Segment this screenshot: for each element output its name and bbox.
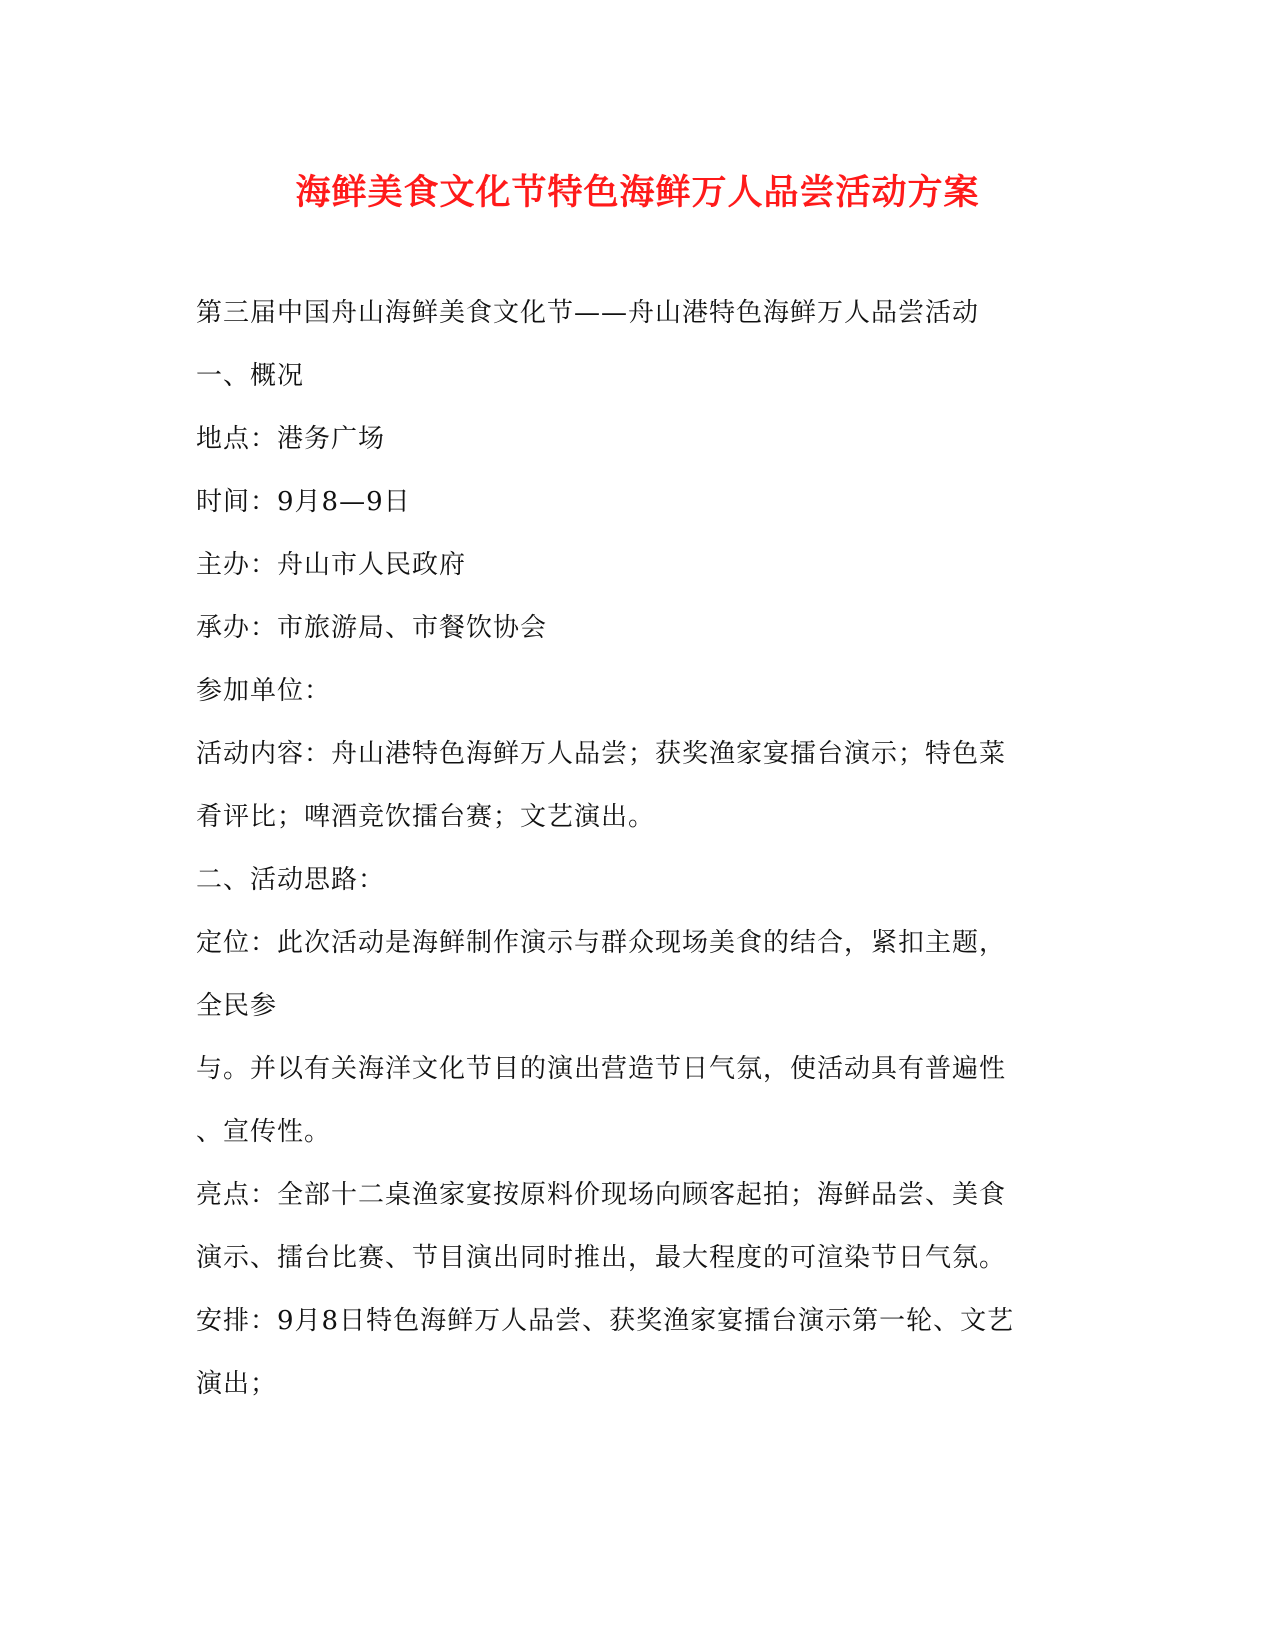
activity-content-line: 肴评比；啤酒竞饮擂台赛；文艺演出。 <box>196 802 656 832</box>
positioning-line: 、宣传性。 <box>196 1117 332 1147</box>
participants-line: 参加单位： <box>196 676 332 706</box>
organizer-line: 承办：市旅游局、市餐饮协会 <box>196 613 548 643</box>
document-body <box>196 282 1076 1416</box>
subtitle-line: 第三届中国舟山海鲜美食文化节——舟山港特色海鲜万人品尝活动 <box>196 298 980 328</box>
activity-content-line: 活动内容：舟山港特色海鲜万人品尝；获奖渔家宴擂台演示；特色菜 <box>196 739 1007 769</box>
positioning-line: 定位：此次活动是海鲜制作演示与群众现场美食的结合，紧扣主题， <box>196 928 1007 958</box>
highlights-line: 亮点：全部十二桌渔家宴按原料价现场向顾客起拍；海鲜品尝、美食 <box>196 1180 1007 1210</box>
section-heading-approach: 二、活动思路： <box>196 865 386 895</box>
schedule-line: 演出； <box>196 1369 278 1399</box>
positioning-line: 全民参 <box>196 991 278 1021</box>
location-line: 地点：港务广场 <box>196 424 386 454</box>
highlights-line: 演示、擂台比赛、节目演出同时推出，最大程度的可渲染节日气氛。 <box>196 1243 1007 1273</box>
schedule-line: 安排：9月8日特色海鲜万人品尝、获奖渔家宴擂台演示第一轮、文艺 <box>196 1306 1015 1336</box>
host-line: 主办：舟山市人民政府 <box>196 550 467 580</box>
time-line: 时间：9月8—9日 <box>196 487 411 517</box>
section-heading-overview: 一、概况 <box>196 361 305 391</box>
document-title: 海鲜美食文化节特色海鲜万人品尝活动方案 <box>295 172 980 213</box>
positioning-line: 与。并以有关海洋文化节目的演出营造节日气氛，使活动具有普遍性 <box>196 1054 1007 1084</box>
